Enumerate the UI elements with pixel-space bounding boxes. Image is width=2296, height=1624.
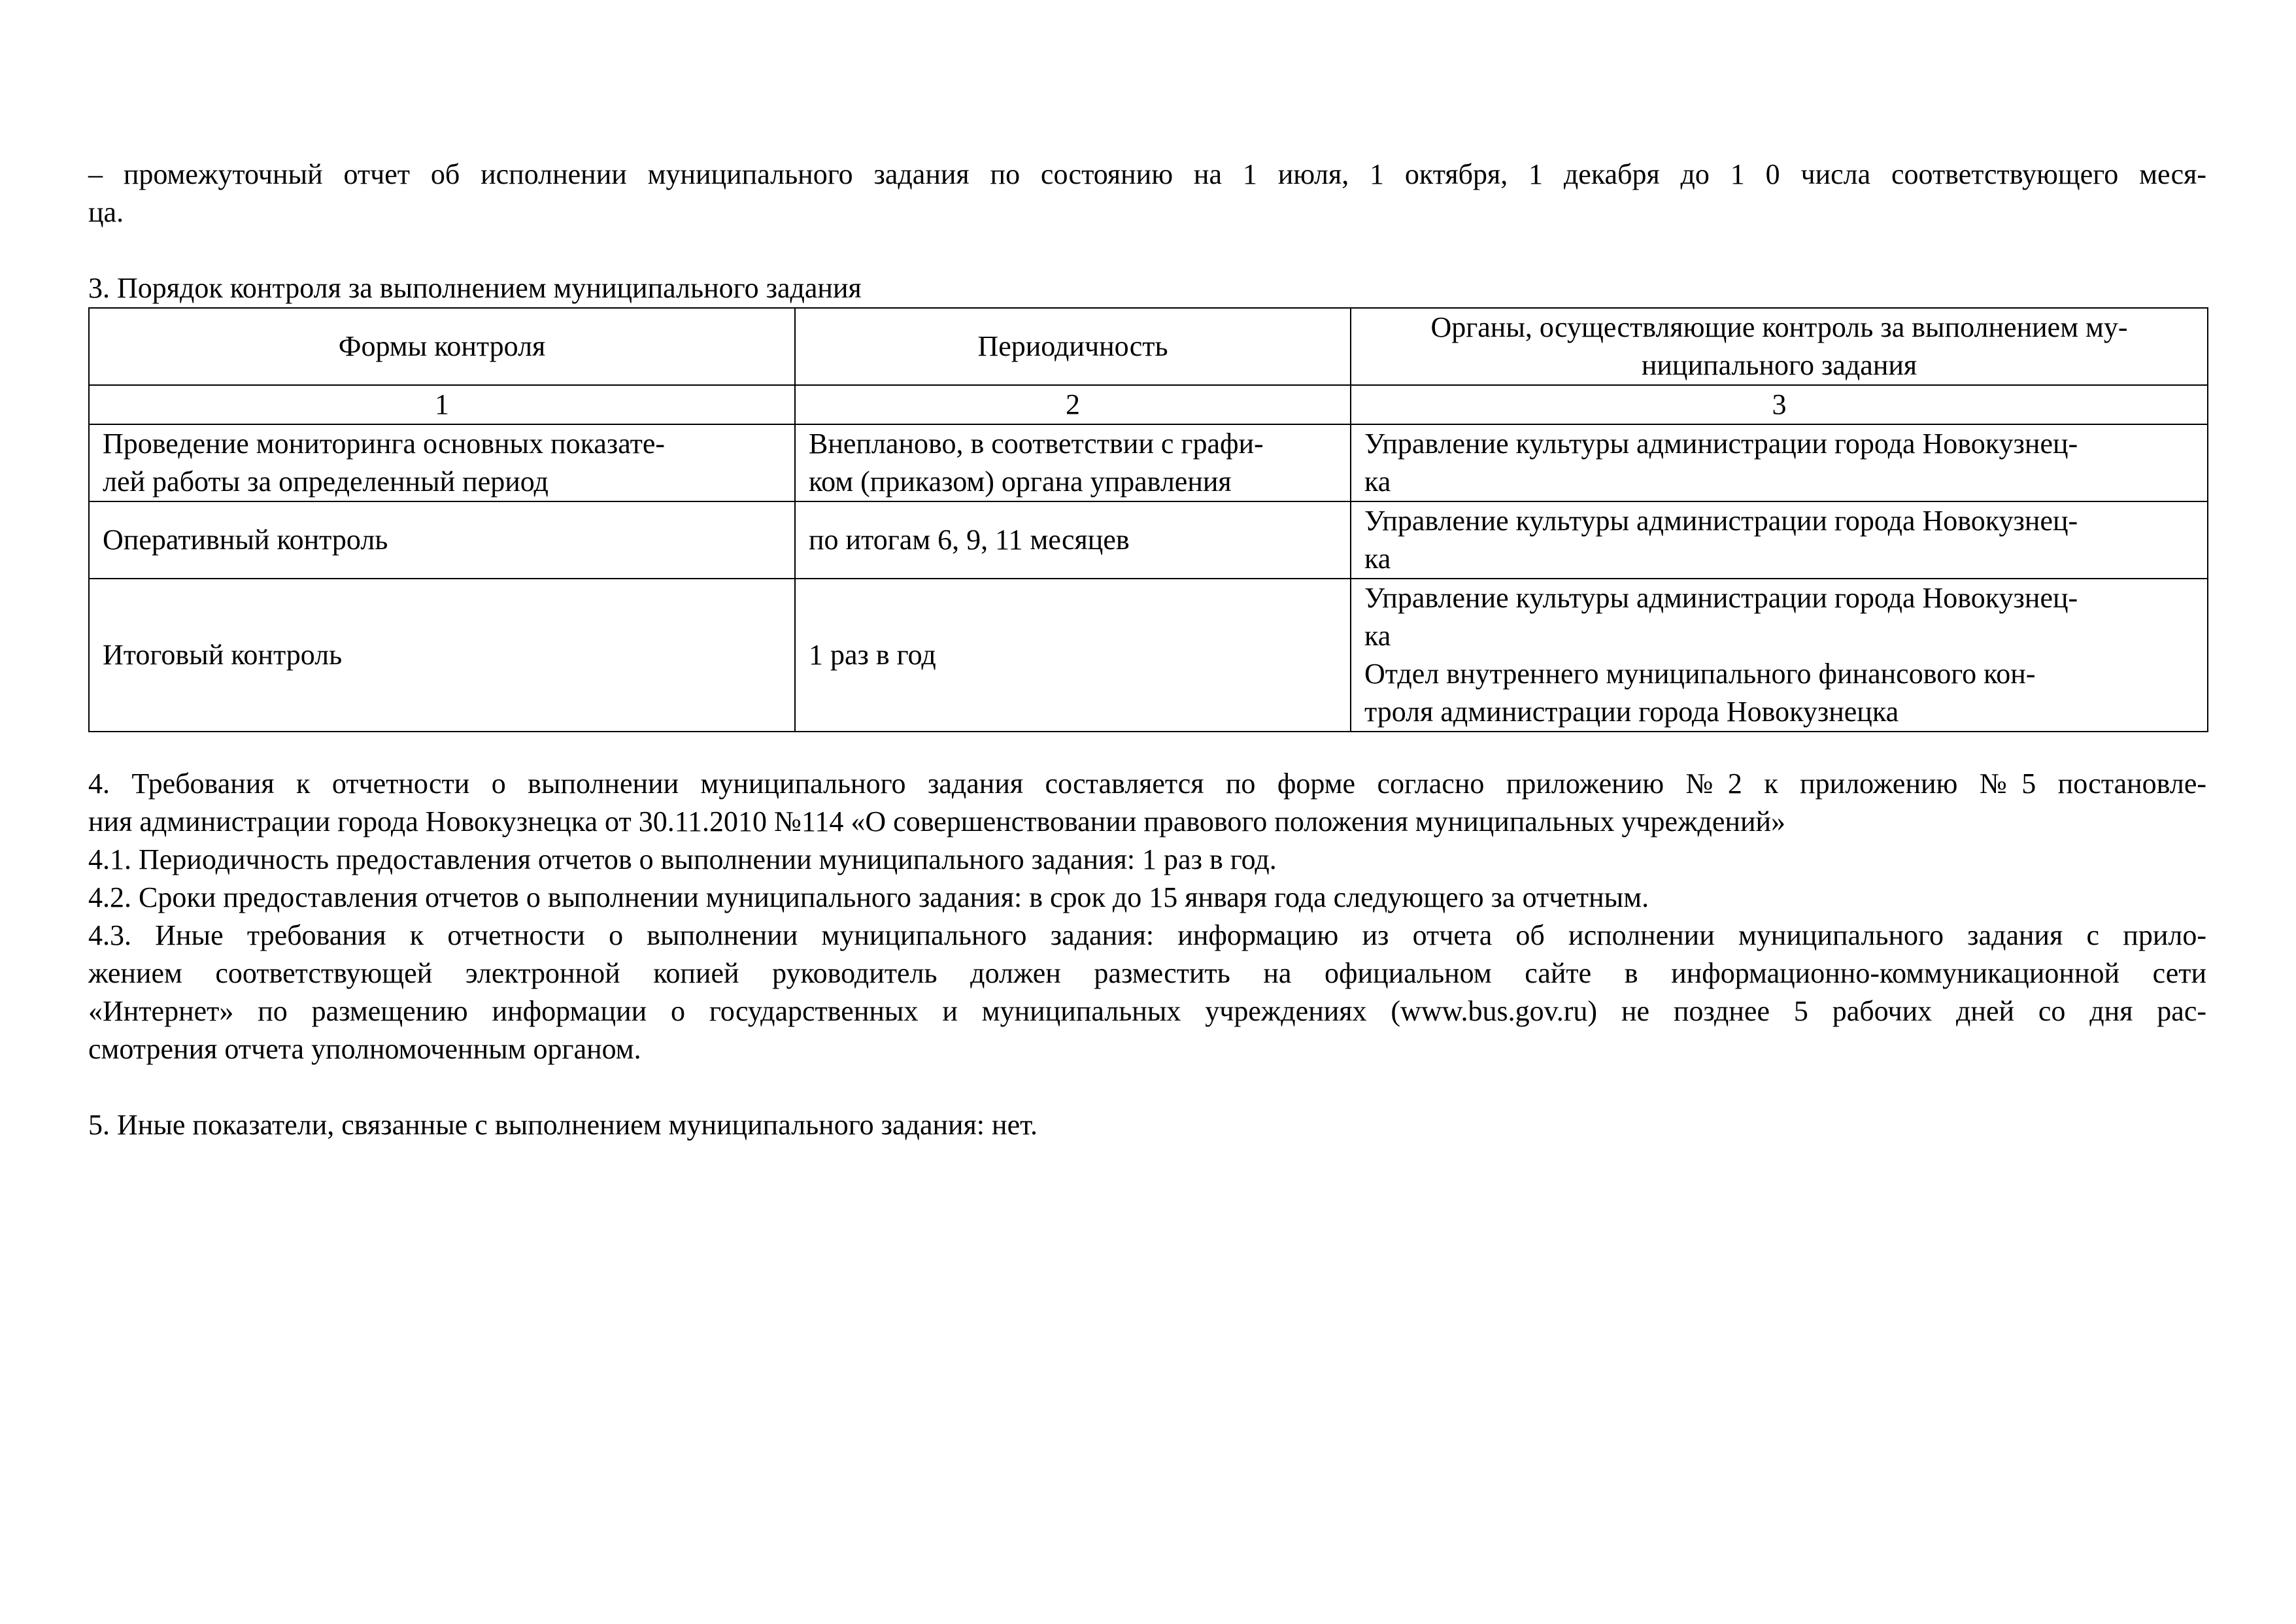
section-5: 5. Иные показатели, связанные с выполнением муниципального задания: нет. [88,1109,1038,1141]
table-row [89,579,2208,732]
section-4-3-line: смотрения отчета уполномоченным органом. [88,1033,641,1065]
table-row [89,501,2208,579]
section-4-1: 4.1. Периодичность предоставления отчетов о выполнении муниципального задания: 1 раз в год. [88,843,1277,875]
periodicity-cell [795,424,1351,501]
column-number: 2 [795,385,1351,424]
section-4-line: ния администрации города Новокузнецка от 30.11.2010 №114 «О совершенствовании правового положения муниципальных учреждений» [88,805,1786,837]
intro-paragraph [88,156,2206,231]
intro-line: ца. [88,196,124,228]
section-4-line: 4. Требования к отчетности о выполнении муниципального задания составляется по форме согласно приложению №2 к приложению №5 постановле- [88,768,2206,800]
header-control-bodies-line: Органы, осуществляющие контроль за выполнением му- [1430,311,2128,343]
cell-line: ка [1364,465,1391,498]
cell-line: ком (приказом) органа управления [809,465,1232,498]
header-periodicity: Периодичность [795,308,1351,385]
column-number: 3 [1351,385,2208,424]
control-body-cell [1351,501,2208,579]
header-control-forms: Формы контроля [89,308,795,385]
cell-line: Управление культуры администрации города Новокузнец- [1364,428,2078,460]
cell-line: Управление культуры администрации города Новокузнец- [1364,582,2078,614]
header-control-bodies-line: ниципального задания [1641,349,1917,381]
section-4-2: 4.2. Сроки предоставления отчетов о выполнении муниципального задания: в срок до 15 января года следующего за отчетным. [88,881,1649,913]
document-body [88,156,2206,1144]
intro-line: – промежуточный отчет об исполнении муниципального задания по состоянию на 1 июля, 1 октября, 1 декабря до 1 0 числа соответствующего меся- [88,158,2206,190]
cell-line: лей работы за определенный период [103,465,549,498]
cell-line: Проведение мониторинга основных показате- [103,428,666,460]
section-4-3-line: 4.3. Иные требования к отчетности о выполнении муниципального задания: информацию из отчета об исполнении муниципального задания с прило- [88,919,2206,951]
cell-line: Управление культуры администрации города Новокузнец- [1364,505,2078,537]
cell-line: троля администрации города Новокузнецка [1364,696,1899,728]
header-control-bodies [1351,308,2208,385]
cell-line: ка [1364,620,1391,652]
section-4-3-line: жением соответствующей электронной копией руководитель должен разместить на официальном сайте в информационно-коммуникационной сети [88,957,2206,989]
section-3-title: 3. Порядок контроля за выполнением муниципального задания [88,272,862,304]
control-table [88,307,2208,732]
section-4-3-line: «Интернет» по размещению информации о государственных и муниципальных учреждениях (www.bus.gov.ru) не позднее 5 рабочих дней со дня рас- [88,995,2206,1027]
table-row [89,424,2208,501]
control-body-cell [1351,424,2208,501]
control-form-cell [89,424,795,501]
periodicity-cell: 1 раз в год [795,579,1351,732]
control-form-cell: Итоговый контроль [89,579,795,732]
cell-line: ка [1364,543,1391,575]
cell-line: Отдел внутреннего муниципального финансового кон- [1364,658,2036,690]
periodicity-cell: по итогам 6, 9, 11 месяцев [795,501,1351,579]
table-header-row [89,308,2208,385]
table-column-numbers-row [89,385,2208,424]
control-body-cell [1351,579,2208,732]
column-number: 1 [89,385,795,424]
section-4 [88,765,2206,1068]
cell-line: Внепланово, в соответствии с графи- [809,428,1264,460]
control-form-cell: Оперативный контроль [89,501,795,579]
